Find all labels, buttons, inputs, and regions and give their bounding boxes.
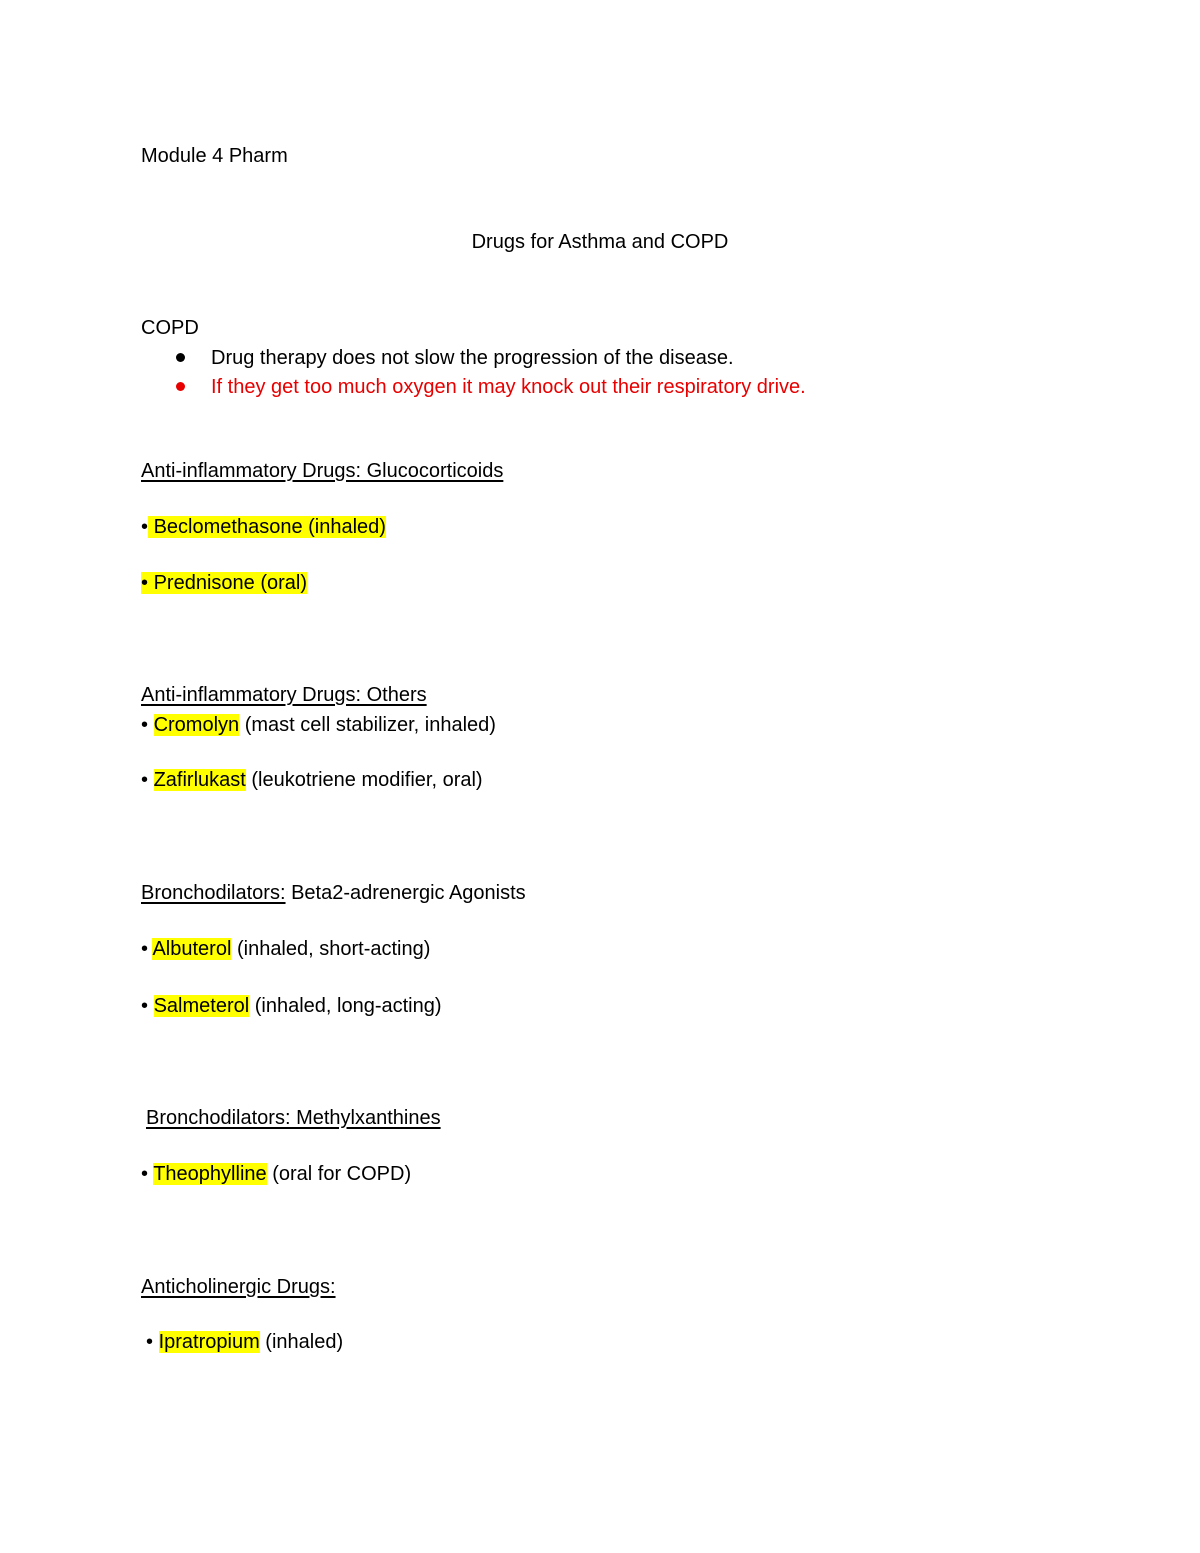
drug-name: Cromolyn <box>153 714 240 736</box>
bullet-icon: • <box>141 516 149 538</box>
bullet-icon: • <box>141 769 149 791</box>
drug-name: Theophylline <box>153 1163 267 1185</box>
drug-name: Beclomethasone (inhaled) <box>153 516 386 538</box>
module-title: Module 4 Pharm <box>141 145 288 167</box>
drug-name: Salmeterol <box>153 995 250 1017</box>
section-heading-methylxanthines: Bronchodilators: Methylxanthines <box>146 1107 441 1129</box>
bullet-icon: • <box>146 1331 154 1353</box>
list-item <box>141 713 496 737</box>
bullet-icon <box>176 353 185 362</box>
list-item <box>141 768 483 792</box>
list-item <box>141 937 430 961</box>
list-item <box>141 515 386 539</box>
drug-note: (oral for COPD) <box>266 1163 412 1185</box>
drug-note: (leukotriene modifier, oral) <box>245 769 483 791</box>
drug-note: (mast cell stabilizer, inhaled) <box>239 714 496 736</box>
bullet-icon: • <box>141 1163 149 1185</box>
document-title: Drugs for Asthma and COPD <box>471 231 729 253</box>
drug-note: (inhaled, long-acting) <box>249 995 442 1017</box>
list-item <box>146 1330 343 1354</box>
drug-name: Zafirlukast <box>153 769 246 791</box>
section-heading-others: Anti-inflammatory Drugs: Others <box>141 684 427 706</box>
list-item <box>141 571 307 595</box>
section-heading-glucocorticoids: Anti-inflammatory Drugs: Glucocorticoids <box>141 460 504 482</box>
bullet-icon: • <box>141 938 149 960</box>
bullet-icon: • <box>141 572 149 594</box>
bullet-icon: • <box>141 995 149 1017</box>
copd-bullet-2-warning: If they get too much oxygen it may knock out their respiratory drive. <box>211 376 806 398</box>
drug-name: Albuterol <box>152 938 232 960</box>
section-heading-rest: Beta2-adrenergic Agonists <box>285 882 526 904</box>
drug-note: (inhaled) <box>259 1331 344 1353</box>
drug-name: Ipratropium <box>158 1331 260 1353</box>
copd-bullet-1: Drug therapy does not slow the progression of the disease. <box>211 347 734 369</box>
section-heading-anticholinergic: Anticholinergic Drugs: <box>141 1276 336 1298</box>
list-item <box>141 994 442 1018</box>
drug-name: Prednisone (oral) <box>153 572 307 594</box>
section-heading-underlined: Bronchodilators: <box>141 882 286 904</box>
section-heading-beta2 <box>141 881 526 905</box>
bullet-icon: • <box>141 714 149 736</box>
bullet-icon <box>176 382 185 391</box>
list-item <box>141 1162 411 1186</box>
drug-note: (inhaled, short-acting) <box>231 938 431 960</box>
copd-heading: COPD <box>141 317 199 339</box>
